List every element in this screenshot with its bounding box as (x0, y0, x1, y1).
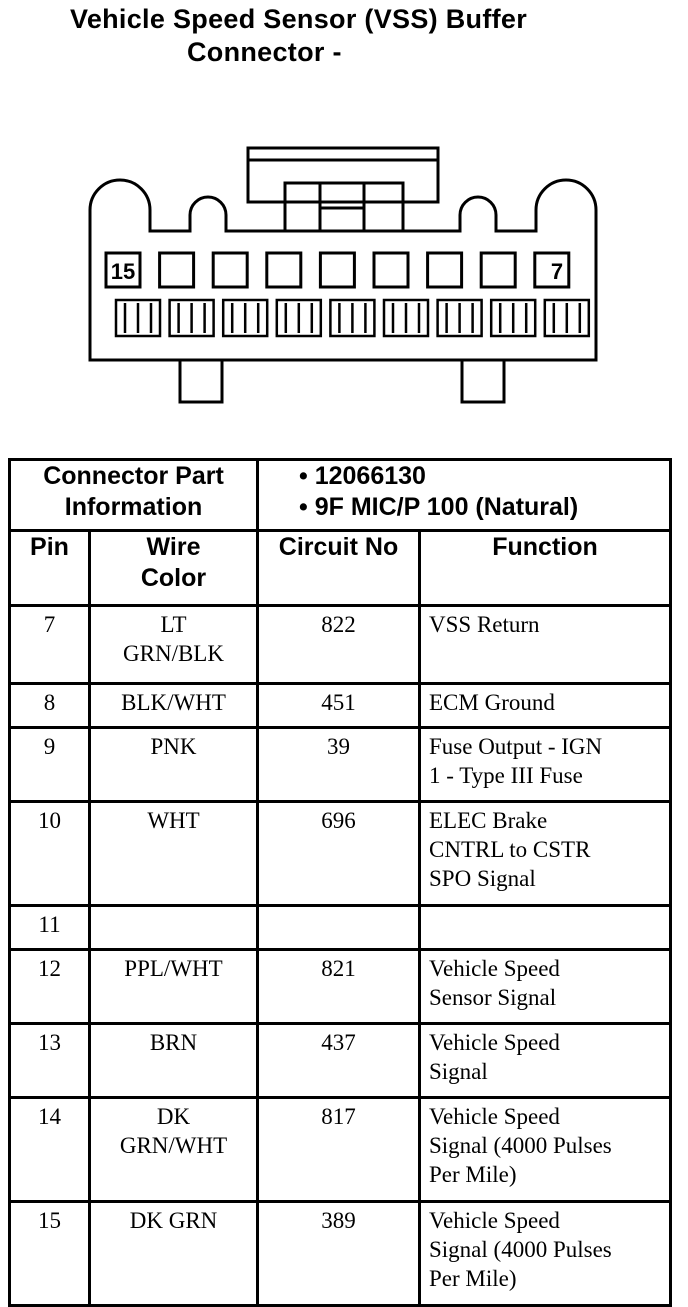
function-line: CNTRL to CSTR (429, 837, 591, 862)
title-line-1: Vehicle Speed Sensor (VSS) Buffer (70, 4, 528, 34)
header-pin: Pin (10, 531, 90, 606)
header-circuit: Circuit No (258, 531, 420, 606)
function-text (420, 1098, 671, 1202)
wire-color (90, 606, 258, 684)
circuit-number: 822 (258, 606, 420, 684)
wire-color (90, 950, 258, 1024)
function-line: Per Mile) (429, 1266, 517, 1291)
wire-color-line: DK (156, 1104, 191, 1129)
wire-color (90, 1098, 258, 1202)
pin-number: 15 (10, 1202, 90, 1306)
wire-color (90, 684, 258, 728)
connector-diagram (0, 0, 688, 420)
pin-row (10, 728, 671, 802)
pin-row (10, 1202, 671, 1306)
cavity-top (267, 253, 301, 287)
latch-top-plate (248, 148, 438, 160)
cavity-top (213, 253, 247, 287)
wire-color-line: GRN/WHT (119, 1133, 228, 1158)
pin-number: 11 (10, 906, 90, 950)
circuit-number: 39 (258, 728, 420, 802)
cavity-top (481, 253, 515, 287)
pin-row (10, 1024, 671, 1098)
wire-color-line: BLK/WHT (121, 690, 226, 715)
function-line: SPO Signal (429, 866, 536, 891)
pin-row (10, 802, 671, 906)
function-text (420, 684, 671, 728)
pin-number: 7 (10, 606, 90, 684)
function-line: ELEC Brake (429, 808, 548, 833)
pin-number: 10 (10, 802, 90, 906)
pin-15-label: 15 (110, 259, 136, 284)
function-line: Vehicle Speed (429, 956, 560, 981)
circuit-number: 451 (258, 684, 420, 728)
pin-row (10, 684, 671, 728)
part-info-label (10, 460, 258, 531)
part-info-values (258, 460, 671, 531)
function-text (420, 950, 671, 1024)
function-line: VSS Return (429, 612, 540, 637)
header-wire-color-line: Color (140, 564, 207, 592)
circuit-number: 696 (258, 802, 420, 906)
cavity-top (374, 253, 408, 287)
pinout-table (8, 458, 672, 1307)
pin-number: 9 (10, 728, 90, 802)
function-text (420, 1024, 671, 1098)
title-line-2: Connector - (187, 37, 342, 67)
wire-color (90, 1024, 258, 1098)
circuit-number: 821 (258, 950, 420, 1024)
function-line: Fuse Output - IGN (429, 734, 603, 759)
wire-color-line: DK GRN (129, 1208, 218, 1233)
wire-color (90, 1202, 258, 1306)
circuit-number: 817 (258, 1098, 420, 1202)
header-wire-color-line: Wire (146, 533, 201, 561)
part-info-label-line: Connector Part (43, 462, 224, 490)
header-wire-color (90, 531, 258, 606)
cavity-top (428, 253, 462, 287)
function-line: Signal (4000 Pulses (429, 1133, 612, 1158)
function-line: Vehicle Speed (429, 1030, 560, 1055)
circuit-number (258, 906, 420, 950)
part-info-row (10, 460, 671, 531)
pin-number: 13 (10, 1024, 90, 1098)
wire-color (90, 802, 258, 906)
pin-number: 14 (10, 1098, 90, 1202)
function-line: 1 - Type III Fuse (429, 763, 583, 788)
pin-row (10, 906, 671, 950)
pin-7-label: 7 (550, 259, 564, 284)
circuit-number: 389 (258, 1202, 420, 1306)
function-line: Vehicle Speed (429, 1208, 560, 1233)
wire-color-line: PPL/WHT (124, 956, 223, 981)
bottom-tab-left (180, 360, 222, 402)
part-number: • 12066130 (299, 462, 426, 490)
part-info-label-line: Information (64, 493, 203, 521)
function-line: Per Mile) (429, 1162, 517, 1187)
bottom-tab-right (462, 360, 504, 402)
latch-frame (248, 160, 438, 202)
wire-color (90, 728, 258, 802)
pin-number: 12 (10, 950, 90, 1024)
wire-color-line: PNK (150, 734, 197, 759)
function-line: ECM Ground (429, 690, 555, 715)
pin-number: 8 (10, 684, 90, 728)
wire-color-line: BRN (149, 1030, 198, 1055)
part-description: • 9F MIC/P 100 (Natural) (299, 493, 579, 521)
function-text (420, 728, 671, 802)
wire-color-line: GRN/BLK (123, 641, 224, 666)
header-row (10, 531, 671, 606)
function-line: Vehicle Speed (429, 1104, 560, 1129)
circuit-number: 437 (258, 1024, 420, 1098)
function-line: Sensor Signal (429, 985, 557, 1010)
pin-row (10, 950, 671, 1024)
cavity-top (320, 253, 354, 287)
function-text (420, 606, 671, 684)
wire-color-line: WHT (147, 808, 200, 833)
function-text (420, 906, 671, 950)
wire-color-line: LT (160, 612, 187, 637)
function-line: Signal (4000 Pulses (429, 1237, 612, 1262)
function-text (420, 802, 671, 906)
pin-row (10, 1098, 671, 1202)
function-line: Signal (429, 1059, 488, 1084)
cavity-top (160, 253, 194, 287)
pin-row (10, 606, 671, 684)
wire-color (90, 906, 258, 950)
header-function: Function (420, 531, 671, 606)
function-text (420, 1202, 671, 1306)
